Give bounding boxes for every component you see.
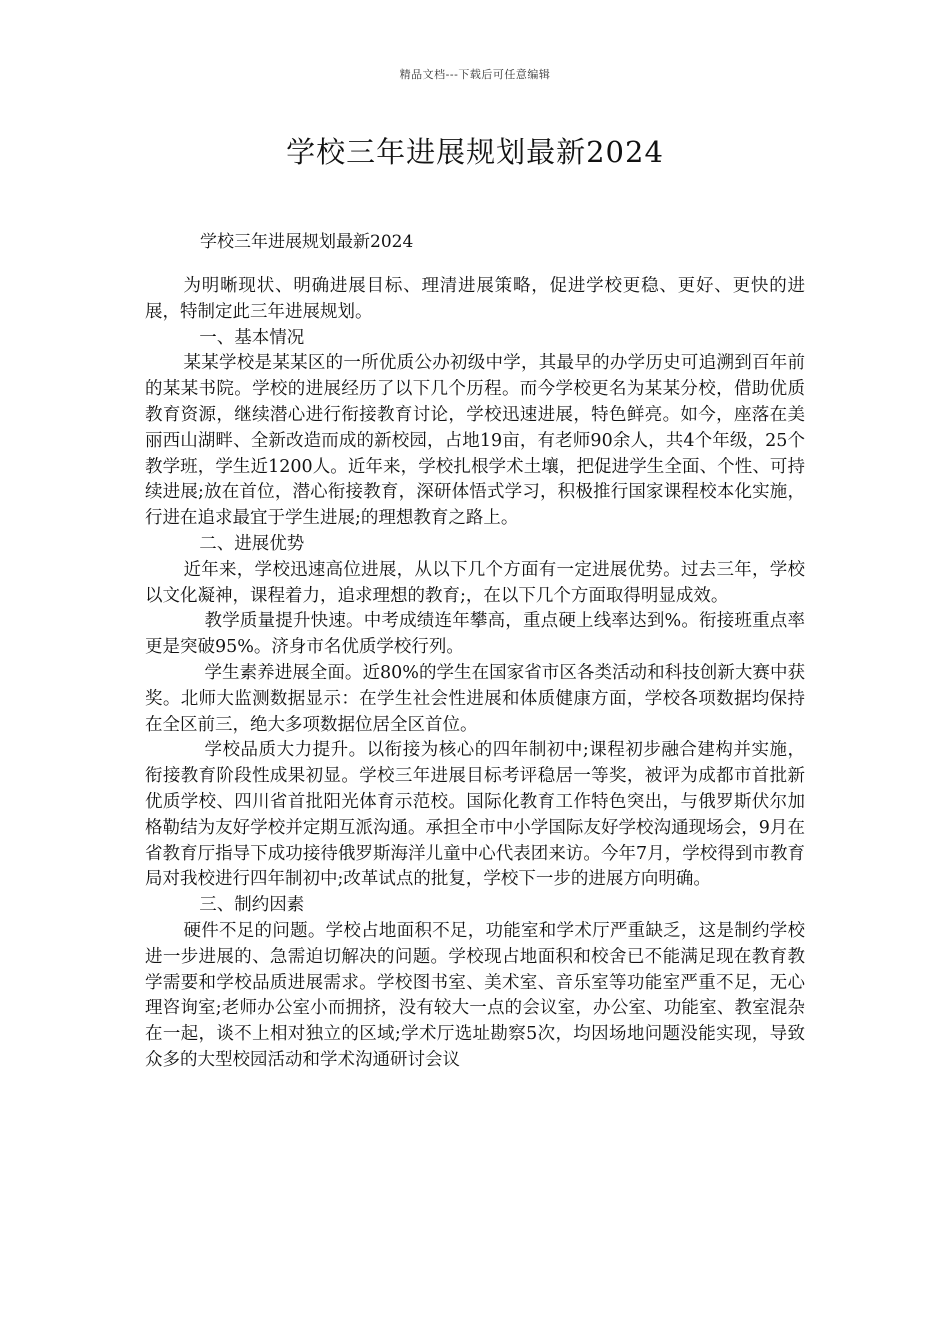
section-heading-basic-situation: 一、基本情况 [199, 327, 305, 348]
document-body [145, 274, 805, 1074]
intro-paragraph: 为明晰现状、明确进展目标、理清进展策略，促进学校更稳、更好、更快的进展，特制定此三年进展规划。 [145, 276, 805, 322]
basic-situation-paragraph: 某某学校是某某区的一所优质公办初级中学，其最早的办学历史可追溯到百年前的某某书院。学校的进展经历了以下几个历程。而今学校更名为某某分校，借助优质教育资源，继续潜心进行衔接教育讨论，学校迅速进展，特色鲜亮。如今，座落在美丽西山湖畔、全新改造而成的新校园，占地19亩，有老师90余人，共4个年级，25个教学班，学生近1200人。近年来，学校扎根学术土壤，把促进学生全面、个性、可持续进展;放在首位，潜心衔接教育，深研体悟式学习，积极推行国家课程校本化实施，行进在追求最宜于学生进展;的理想教育之路上。 [145, 353, 805, 529]
school-quality-paragraph: 学校品质大力提升。以衔接为核心的四年制初中;课程初步融合建构并实施，衔接教育阶段性成果初显。学校三年进展目标考评稳居一等奖，被评为成都市首批新优质学校、四川省首批阳光体育示范校。国际化教育工作特色突出，与俄罗斯伏尔加格勒结为友好学校并定期互派沟通。承担全市中小学国际友好学校沟通现场会，9月在省教育厅指导下成功接待俄罗斯海洋儿童中心代表团来访。今年7月，学校得到市教育局对我校进行四年制初中;改革试点的批复，学校下一步的进展方向明确。 [145, 740, 805, 890]
document-subtitle: 学校三年进展规划最新2024 [200, 232, 414, 252]
header-note: 精品文档---下载后可任意编辑 [399, 68, 551, 81]
teaching-quality-paragraph: 教学质量提升快速。中考成绩连年攀高，重点硬上线率达到%。衔接班重点率更是突破95%。济身市名优质学校行列。 [145, 611, 805, 658]
section-heading-advantages: 二、进展优势 [199, 533, 305, 554]
advantages-paragraph: 近年来，学校迅速高位进展，从以下几个方面有一定进展优势。过去三年，学校以文化凝神，课程着力，追求理想的教育;，在以下几个方面取得明显成效。 [145, 559, 805, 606]
student-development-paragraph: 学生素养进展全面。近80%的学生在国家省市区各类活动和科技创新大赛中获奖。北师大监测数据显示：在学生社会性进展和体质健康方面，学校各项数据均保持在全区前三，绝大多项数据位居全区首位。 [145, 662, 805, 735]
constraints-paragraph: 硬件不足的问题。学校占地面积不足，功能室和学术厅严重缺乏，这是制约学校进一步进展的、急需迫切解决的问题。学校现占地面积和校舍已不能满足现在教育教学需要和学校品质进展需求。学校图书室、美术室、音乐室等功能室严重不足，无心理咨询室;老师办公室小而拥挤，没有较大一点的会议室，办公室、功能室、教室混杂在一起，谈不上相对独立的区域;学术厅选址勘察5次，均因场地问题没能实现，导致众多的大型校园活动和学术沟通研讨会议 [145, 920, 805, 1070]
section-heading-constraints: 三、制约因素 [199, 895, 305, 916]
document-title: 学校三年进展规划最新2024 [286, 135, 664, 169]
